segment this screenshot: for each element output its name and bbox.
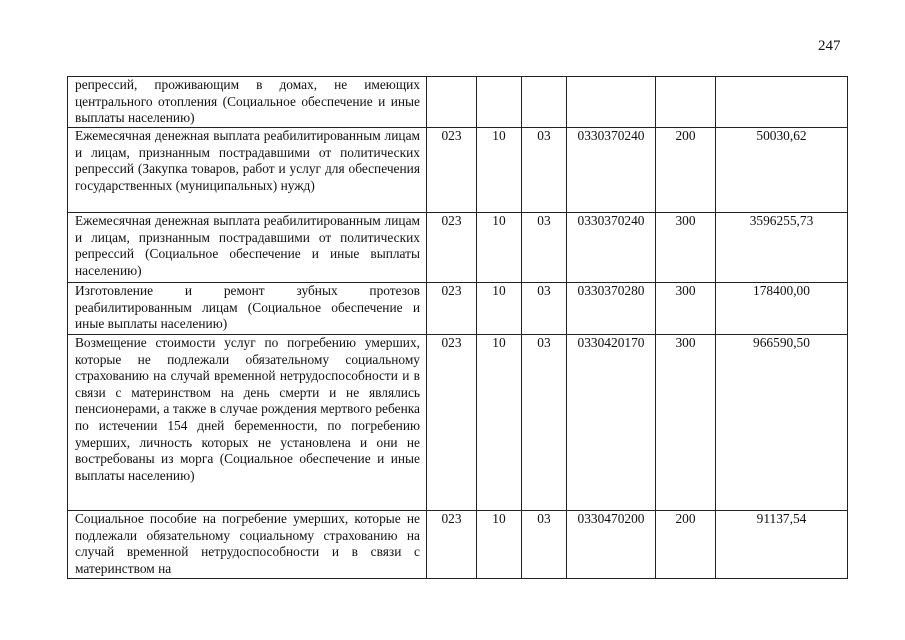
subsection-code: 03 xyxy=(522,335,567,511)
row-description: Возмещение стоимости услуг по погребению умерших, которые не подлежали обязательному социальному страхованию на случай временной нетрудоспособности и в связи с материнством на день смерти и не являлись пенсионерами, а также в случае рождения мертвого ребенка по истечении 154 дней беременности, по погребению умерших, личность которых не установлена и они не востребованы из морга (Социальное обеспечение и иные выплаты населению) xyxy=(68,335,427,511)
table-row xyxy=(68,213,848,283)
target-article-code: 0330370240 xyxy=(567,128,656,213)
section-code: 10 xyxy=(477,213,522,283)
ministry-code xyxy=(427,77,477,128)
target-article-code: 0330370280 xyxy=(567,283,656,335)
section-code xyxy=(477,77,522,128)
amount-value: 91137,54 xyxy=(716,511,848,579)
ministry-code: 023 xyxy=(427,335,477,511)
section-code: 10 xyxy=(477,511,522,579)
row-description: Социальное пособие на погребение умерших, которые не подлежали обязательному социальному страхованию на случай временной нетрудоспособности и в связи с материнством на xyxy=(68,511,427,579)
expense-type-code xyxy=(656,77,716,128)
table-row xyxy=(68,335,848,511)
budget-table xyxy=(67,76,848,579)
row-description: Ежемесячная денежная выплата реабилитированным лицам и лицам, признанным пострадавшими от политических репрессий (Закупка товаров, работ и услуг для обеспечения государственных (муниципальных) нужд) xyxy=(68,128,427,213)
amount-value: 50030,62 xyxy=(716,128,848,213)
row-description: Ежемесячная денежная выплата реабилитированным лицам и лицам, признанным пострадавшими от политических репрессий (Социальное обеспечение и иные выплаты населению) xyxy=(68,213,427,283)
subsection-code: 03 xyxy=(522,283,567,335)
row-description: репрессий, проживающим в домах, не имеющих центрального отопления (Социальное обеспечение и иные выплаты населению) xyxy=(68,77,427,128)
ministry-code: 023 xyxy=(427,511,477,579)
ministry-code: 023 xyxy=(427,283,477,335)
amount-value xyxy=(716,77,848,128)
section-code: 10 xyxy=(477,283,522,335)
section-code: 10 xyxy=(477,335,522,511)
section-code: 10 xyxy=(477,128,522,213)
expense-type-code: 300 xyxy=(656,283,716,335)
expense-type-code: 300 xyxy=(656,213,716,283)
table-row xyxy=(68,128,848,213)
ministry-code: 023 xyxy=(427,213,477,283)
amount-value: 178400,00 xyxy=(716,283,848,335)
subsection-code: 03 xyxy=(522,128,567,213)
expense-type-code: 300 xyxy=(656,335,716,511)
expense-type-code: 200 xyxy=(656,128,716,213)
subsection-code: 03 xyxy=(522,511,567,579)
subsection-code: 03 xyxy=(522,213,567,283)
ministry-code: 023 xyxy=(427,128,477,213)
target-article-code: 0330470200 xyxy=(567,511,656,579)
expense-type-code: 200 xyxy=(656,511,716,579)
table-row xyxy=(68,77,848,128)
table-row xyxy=(68,511,848,579)
target-article-code xyxy=(567,77,656,128)
amount-value: 966590,50 xyxy=(716,335,848,511)
target-article-code: 0330420170 xyxy=(567,335,656,511)
subsection-code xyxy=(522,77,567,128)
table-row xyxy=(68,283,848,335)
target-article-code: 0330370240 xyxy=(567,213,656,283)
page-number: 247 xyxy=(818,38,841,54)
amount-value: 3596255,73 xyxy=(716,213,848,283)
row-description: Изготовление и ремонт зубных протезов реабилитированным лицам (Социальное обеспечение и иные выплаты населению) xyxy=(68,283,427,335)
